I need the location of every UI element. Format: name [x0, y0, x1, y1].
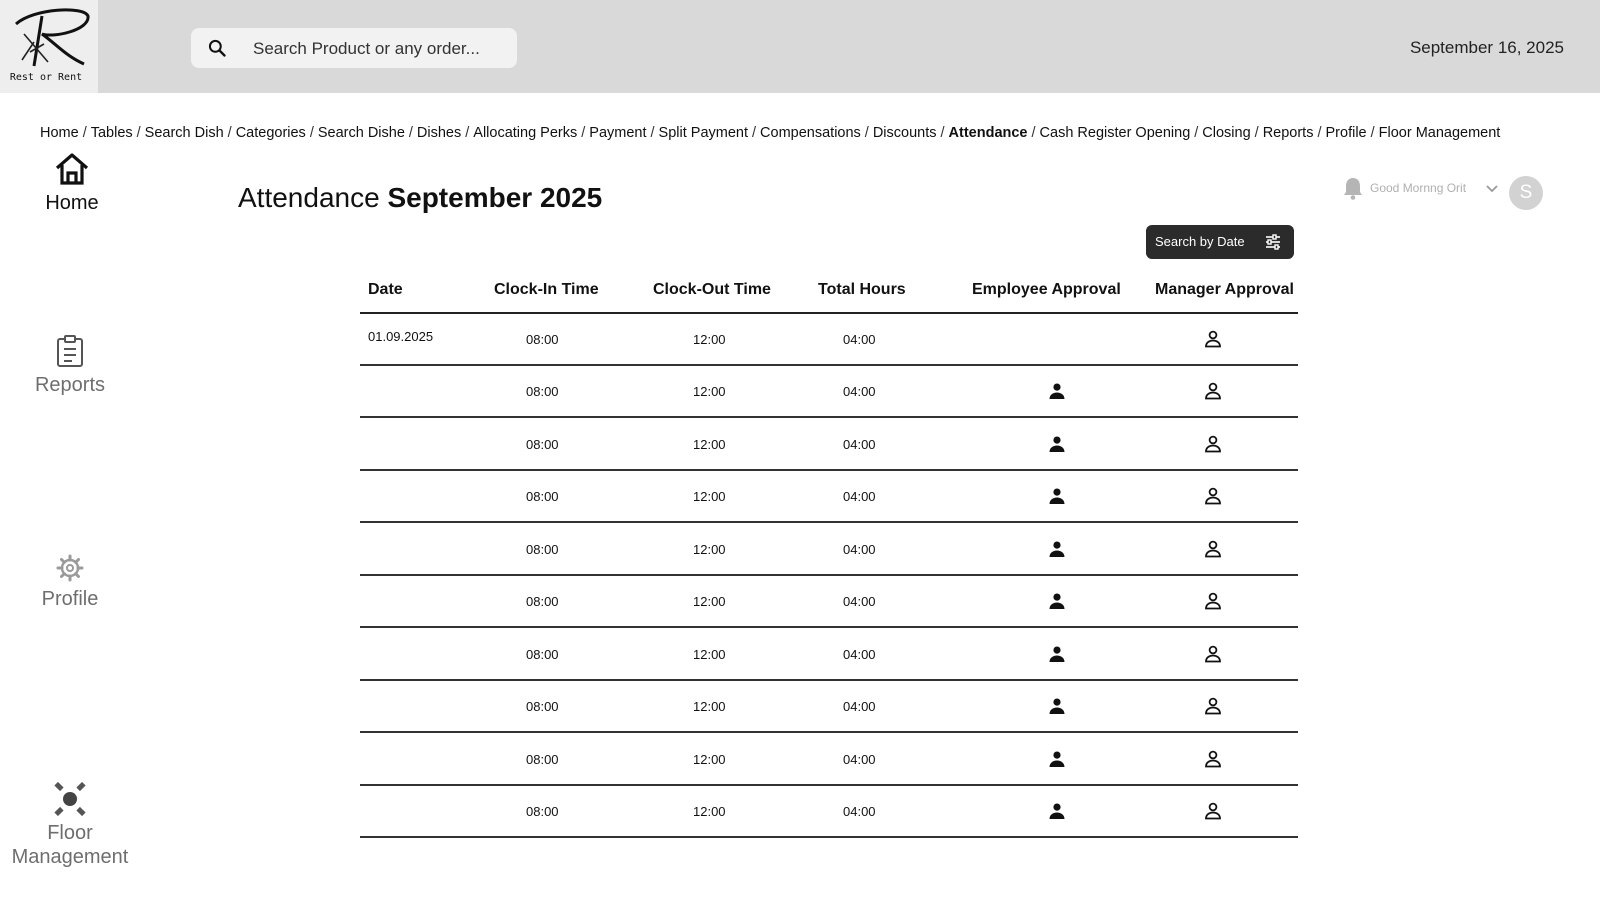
- breadcrumb-item[interactable]: Search Dishe: [317, 125, 405, 141]
- breadcrumb-item[interactable]: Search Dish: [144, 125, 224, 141]
- breadcrumb-item[interactable]: Split Payment: [658, 125, 749, 141]
- employee-approved-icon[interactable]: [1047, 381, 1067, 401]
- table-row[interactable]: [360, 786, 1298, 838]
- cell-total-hours: 04:00: [843, 699, 876, 714]
- sidebar-item-profile[interactable]: [0, 554, 140, 611]
- cell-clock-in: 08:00: [526, 384, 559, 399]
- cell-clock-out: 12:00: [693, 647, 726, 662]
- manager-approval-icon[interactable]: [1203, 486, 1223, 506]
- cell-total-hours: 04:00: [843, 647, 876, 662]
- page-title-prefix: Attendance: [238, 182, 380, 213]
- cell-total-hours: 04:00: [843, 332, 876, 347]
- cell-clock-out: 12:00: [693, 594, 726, 609]
- breadcrumb-separator: /: [1194, 125, 1199, 141]
- breadcrumb-separator: /: [1031, 125, 1036, 141]
- cell-total-hours: 04:00: [843, 384, 876, 399]
- manager-approval-icon[interactable]: [1203, 696, 1223, 716]
- home-icon: [54, 152, 90, 186]
- manager-approval-icon[interactable]: [1203, 801, 1223, 821]
- breadcrumb-item[interactable]: Closing: [1202, 125, 1251, 141]
- cell-total-hours: 04:00: [843, 437, 876, 452]
- cell-total-hours: 04:00: [843, 804, 876, 819]
- table-row[interactable]: [360, 471, 1298, 523]
- breadcrumb-separator: /: [752, 125, 757, 141]
- search-by-date-label: Search by Date: [1155, 234, 1245, 249]
- cell-total-hours: 04:00: [843, 594, 876, 609]
- manager-approval-icon[interactable]: [1203, 539, 1223, 559]
- breadcrumb-separator: /: [309, 125, 314, 141]
- chevron-down-icon[interactable]: [1484, 180, 1500, 196]
- cell-clock-in: 08:00: [526, 752, 559, 767]
- table-body: [360, 314, 1298, 838]
- search-icon: [207, 38, 227, 58]
- breadcrumb-item[interactable]: Dishes: [416, 125, 462, 141]
- table-row[interactable]: [360, 314, 1298, 366]
- breadcrumb-item[interactable]: Profile: [1325, 125, 1367, 141]
- breadcrumb-item[interactable]: Attendance: [948, 125, 1028, 141]
- cell-total-hours: 04:00: [843, 542, 876, 557]
- bell-icon[interactable]: [1342, 176, 1364, 200]
- employee-approved-icon[interactable]: [1047, 434, 1067, 454]
- cell-clock-out: 12:00: [693, 384, 726, 399]
- breadcrumb-separator: /: [136, 125, 141, 141]
- breadcrumb-separator: /: [864, 125, 869, 141]
- employee-approved-icon[interactable]: [1047, 644, 1067, 664]
- manager-approval-icon[interactable]: [1203, 329, 1223, 349]
- table-row[interactable]: [360, 418, 1298, 471]
- cell-clock-out: 12:00: [693, 489, 726, 504]
- column-header-clock-out: Clock-Out Time: [653, 281, 771, 298]
- breadcrumb-separator: /: [227, 125, 232, 141]
- table-row[interactable]: [360, 523, 1298, 576]
- clipboard-icon: [55, 334, 85, 368]
- breadcrumb-item[interactable]: Allocating Perks: [473, 125, 578, 141]
- breadcrumb-item[interactable]: Floor Management: [1378, 125, 1501, 141]
- user-greeting[interactable]: [1342, 176, 1582, 212]
- cell-clock-in: 08:00: [526, 804, 559, 819]
- breadcrumb-separator: /: [1370, 125, 1375, 141]
- sidebar-item-reports[interactable]: [0, 334, 140, 397]
- column-header-total-hours: Total Hours: [818, 281, 906, 298]
- current-date: September 16, 2025: [1409, 38, 1564, 57]
- breadcrumb-item[interactable]: Tables: [90, 125, 133, 141]
- employee-approved-icon[interactable]: [1047, 696, 1067, 716]
- cell-clock-out: 12:00: [693, 699, 726, 714]
- cell-clock-in: 08:00: [526, 542, 559, 557]
- cell-clock-out: 12:00: [693, 804, 726, 819]
- cell-clock-in: 08:00: [526, 332, 559, 347]
- table-row[interactable]: [360, 628, 1298, 681]
- cell-total-hours: 04:00: [843, 489, 876, 504]
- attendance-table: [360, 278, 1298, 838]
- column-header-clock-in: Clock-In Time: [494, 281, 599, 298]
- cell-total-hours: 04:00: [843, 752, 876, 767]
- table-row[interactable]: [360, 681, 1298, 733]
- breadcrumb-separator: /: [408, 125, 413, 141]
- breadcrumb-item[interactable]: Categories: [235, 125, 306, 141]
- search-bar[interactable]: [191, 28, 517, 68]
- breadcrumb-separator: /: [465, 125, 470, 141]
- manager-approval-icon[interactable]: [1203, 591, 1223, 611]
- column-header-date: Date: [368, 281, 403, 298]
- page-title: [238, 182, 602, 214]
- employee-approved-icon[interactable]: [1047, 801, 1067, 821]
- breadcrumb-item[interactable]: Payment: [589, 125, 647, 141]
- manager-approval-icon[interactable]: [1203, 644, 1223, 664]
- manager-approval-icon[interactable]: [1203, 434, 1223, 454]
- column-header-manager-approval: Manager Approval: [1155, 281, 1294, 298]
- breadcrumb-separator: /: [1317, 125, 1322, 141]
- employee-approved-icon[interactable]: [1047, 749, 1067, 769]
- breadcrumb-separator: /: [1254, 125, 1259, 141]
- column-header-employee-approval: Employee Approval: [972, 281, 1121, 298]
- sidebar-item-label: Floor Management: [11, 822, 129, 868]
- sidebar-item-label: Profile: [41, 588, 99, 610]
- breadcrumb-item[interactable]: Cash Register Opening: [1039, 125, 1191, 141]
- table-row[interactable]: [360, 733, 1298, 786]
- breadcrumb-item[interactable]: Compensations: [760, 125, 861, 141]
- manager-approval-icon[interactable]: [1203, 381, 1223, 401]
- cell-clock-in: 08:00: [526, 647, 559, 662]
- page-title-month: September 2025: [387, 182, 603, 213]
- greeting-text: Good Mornng Orit: [1370, 181, 1467, 195]
- sidebar-item-label: Home: [45, 192, 99, 214]
- sidebar-item-label: Reports: [34, 374, 106, 396]
- breadcrumb-separator: /: [581, 125, 586, 141]
- gear-icon: [56, 554, 84, 582]
- cell-clock-in: 08:00: [526, 699, 559, 714]
- breadcrumb-item[interactable]: Reports: [1262, 125, 1314, 141]
- employee-approved-icon[interactable]: [1047, 591, 1067, 611]
- employee-approved-icon[interactable]: [1047, 486, 1067, 506]
- floor-plan-icon: [53, 782, 87, 816]
- cell-clock-in: 08:00: [526, 437, 559, 452]
- cell-clock-out: 12:00: [693, 752, 726, 767]
- cell-clock-out: 12:00: [693, 437, 726, 452]
- top-bar: [0, 0, 1600, 93]
- table-row[interactable]: [360, 366, 1298, 418]
- breadcrumb-separator: /: [940, 125, 945, 141]
- table-row[interactable]: [360, 576, 1298, 628]
- avatar[interactable]: S: [1509, 176, 1543, 210]
- manager-approval-icon[interactable]: [1203, 749, 1223, 769]
- breadcrumb-item[interactable]: Home: [40, 125, 79, 141]
- breadcrumb-separator: /: [82, 125, 87, 141]
- cell-date: 01.09.2025: [368, 329, 434, 344]
- sidebar-item-home[interactable]: [2, 152, 142, 215]
- filter-sliders-icon: [1264, 233, 1282, 251]
- breadcrumb-item[interactable]: Discounts: [872, 125, 937, 141]
- logo-r-mark: [4, 4, 90, 70]
- breadcrumb: [40, 125, 1500, 141]
- logo[interactable]: [0, 0, 98, 93]
- table-header: [360, 278, 1298, 314]
- breadcrumb-separator: /: [650, 125, 655, 141]
- cell-clock-out: 12:00: [693, 332, 726, 347]
- search-by-date-button[interactable]: [1146, 225, 1294, 259]
- logo-text: Rest or Rent: [9, 72, 83, 83]
- cell-clock-in: 08:00: [526, 594, 559, 609]
- search-input[interactable]: Search Product or any order...: [253, 39, 480, 58]
- cell-clock-out: 12:00: [693, 542, 726, 557]
- sidebar-item-floor-management[interactable]: [0, 782, 140, 869]
- employee-approved-icon[interactable]: [1047, 539, 1067, 559]
- cell-clock-in: 08:00: [526, 489, 559, 504]
